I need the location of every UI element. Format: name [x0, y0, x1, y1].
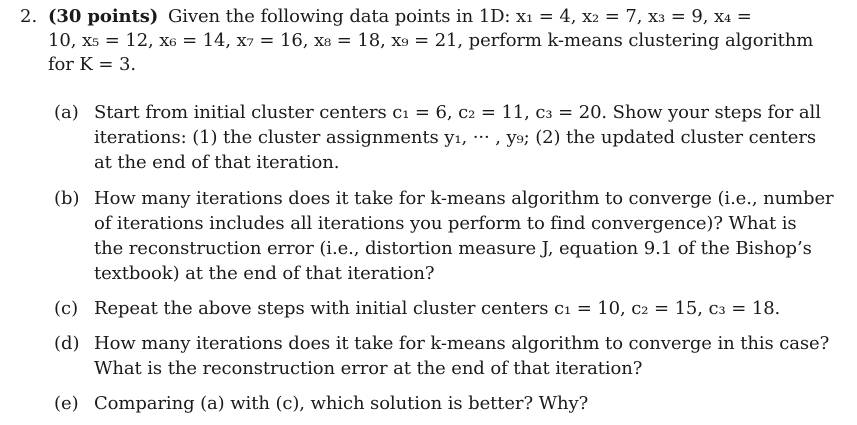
part-b-line-4: textbook) at the end of that iteration?	[94, 263, 435, 284]
problem-intro-line-1: Given the following data points in 1D: x₁ = 4, x₂ = 7, x₃ = 9, x₄ =	[168, 6, 752, 27]
part-d-line-2: What is the reconstruction error at the end of that iteration?	[94, 358, 643, 379]
part-b-line-2: of iterations includes all iterations you perform to find convergence)? What is	[94, 213, 797, 234]
part-a-line-3: at the end of that iteration.	[94, 152, 340, 173]
problem-points: (30 points)	[48, 6, 159, 27]
part-b-line-3: the reconstruction error (i.e., distortion measure J, equation 9.1 of the Bishop’s	[94, 238, 812, 259]
part-c-label: (c)	[54, 298, 79, 319]
problem-intro-line-3: for K = 3.	[48, 54, 136, 75]
part-b-line-1: How many iterations does it take for k-means algorithm to converge (i.e., number	[94, 188, 834, 209]
part-b-label: (b)	[54, 188, 80, 209]
part-e-line-1: Comparing (a) with (c), which solution is better? Why?	[94, 393, 589, 414]
part-a-line-1: Start from initial cluster centers c₁ = 6, c₂ = 11, c₃ = 20. Show your steps for all	[94, 102, 821, 123]
part-a-line-2: iterations: (1) the cluster assignments y₁, ··· , y₉; (2) the updated cluster centers	[94, 127, 816, 148]
part-a-label: (a)	[54, 102, 79, 123]
part-d-line-1: How many iterations does it take for k-means algorithm to converge in this case?	[94, 333, 830, 354]
part-d-label: (d)	[54, 333, 80, 354]
part-e-label: (e)	[54, 393, 79, 414]
part-c-line-1: Repeat the above steps with initial cluster centers c₁ = 10, c₂ = 15, c₃ = 18.	[94, 298, 781, 319]
problem-intro-line-2: 10, x₅ = 12, x₆ = 14, x₇ = 16, x₈ = 18, x₉ = 21, perform k-means clustering algorithm	[48, 30, 814, 51]
problem-number: 2.	[20, 6, 38, 27]
